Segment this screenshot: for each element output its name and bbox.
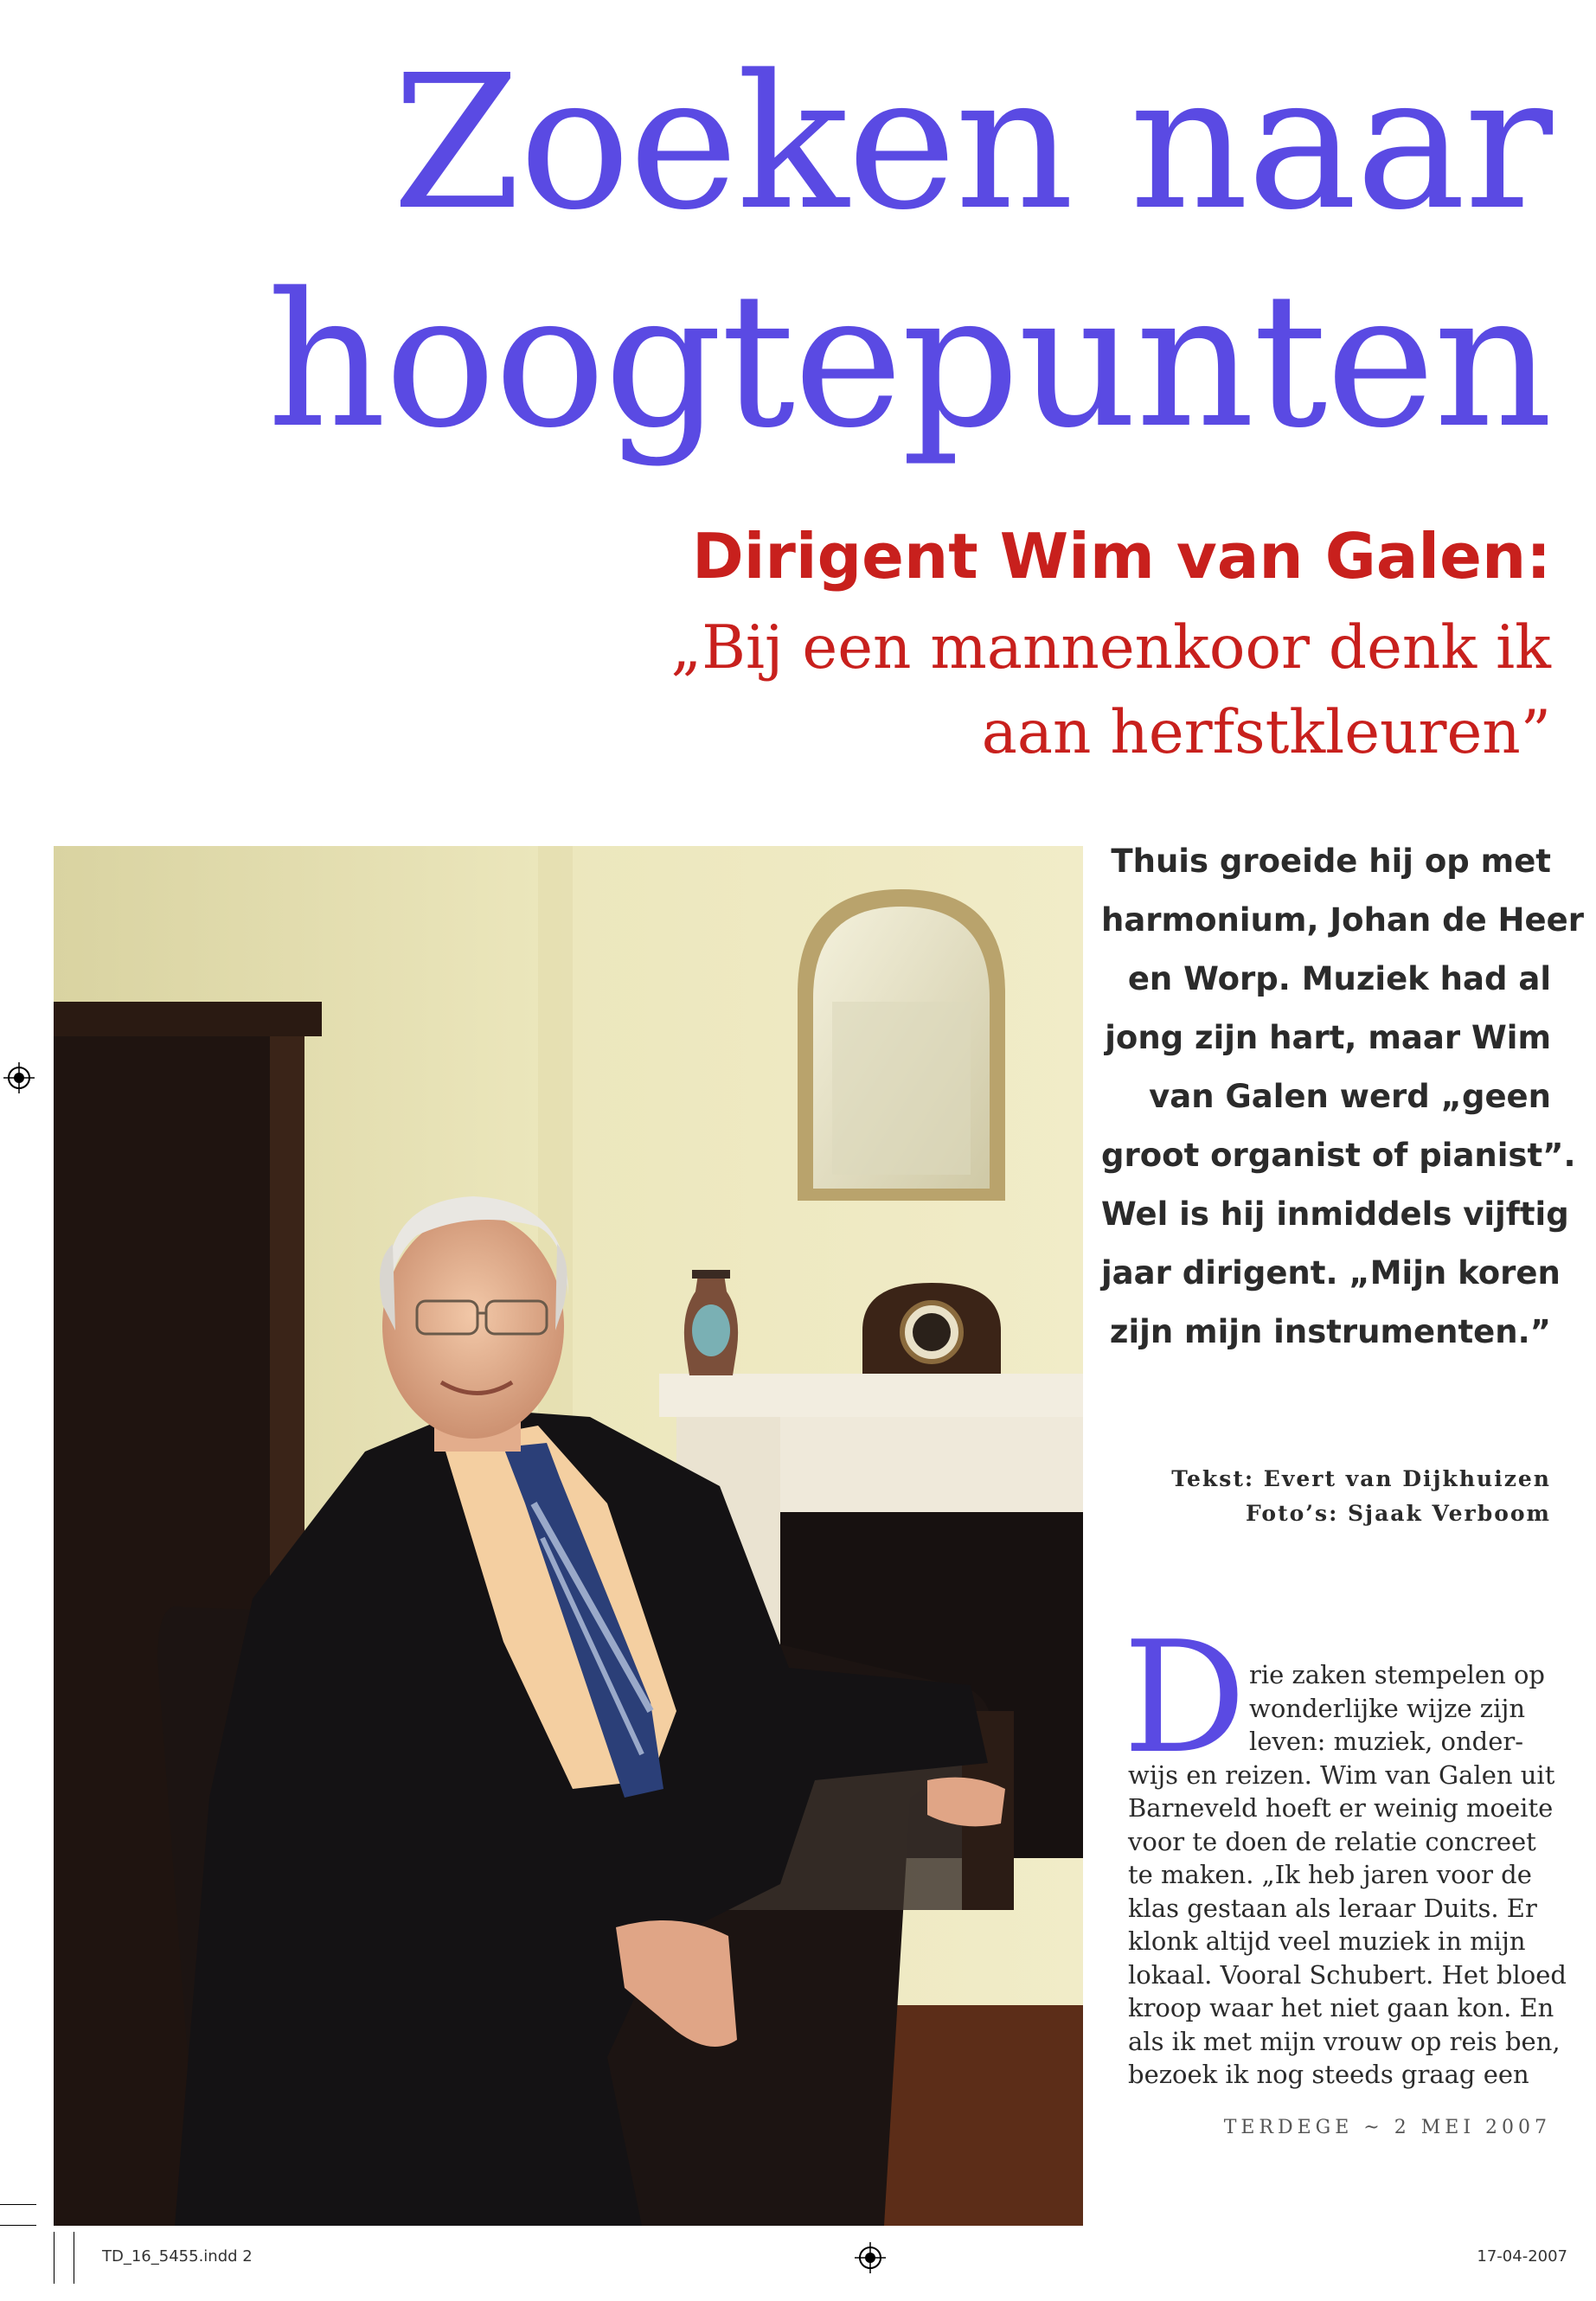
body-line: lokaal. Vooral Schubert. Het bloed <box>1128 1959 1567 1990</box>
intro-line: van Galen werd „geen <box>1149 1078 1551 1115</box>
magazine-footer: TERDEGE ~ 2 MEI 2007 <box>1223 2117 1551 2138</box>
intro-line: Wel is hij inmiddels vijftig <box>1101 1195 1569 1233</box>
crop-mark <box>0 2225 36 2226</box>
headline <box>124 35 1551 471</box>
body-line: voor te doen de relatie concreet <box>1128 1826 1536 1856</box>
credits <box>1171 1462 1551 1531</box>
headline-line-1: Zoeken naar <box>392 35 1551 251</box>
portrait-illustration <box>54 846 1083 2226</box>
intro-line: Thuis groeide hij op met <box>1111 843 1551 880</box>
body-line: klas gestaan als leraar Duits. Er <box>1128 1893 1537 1923</box>
registration-mark-icon <box>3 1062 35 1093</box>
intro-line: harmonium, Johan de Heer <box>1101 901 1584 939</box>
registration-mark-icon <box>855 2242 886 2273</box>
subhead-quote-line-1: „Bij een mannenkoor denk ik <box>670 613 1551 683</box>
body-line: kroop waar het niet gaan kon. En <box>1128 1993 1554 2022</box>
photo-credit: Foto’s: Sjaak Verboom <box>1246 1501 1551 1526</box>
body-line: klonk altijd veel muziek in mijn <box>1128 1926 1526 1956</box>
intro-line: groot organist of pianist”. <box>1101 1137 1576 1174</box>
body-line: te maken. „Ik heb jaren voor de <box>1128 1860 1532 1889</box>
slug-filename: TD_16_5455.indd 2 <box>102 2247 253 2266</box>
body-line: Barneveld hoeft er weinig moeite <box>1128 1793 1554 1823</box>
intro-line: jaar dirigent. „Mijn koren <box>1101 1254 1561 1292</box>
intro-line: jong zijn hart, maar Wim <box>1105 1019 1551 1056</box>
subhead-name: Dirigent Wim van Galen: <box>691 520 1551 593</box>
headline-line-2: hoogtepunten <box>266 253 1551 469</box>
slug-date: 17-04-2007 <box>1477 2247 1567 2266</box>
crop-mark <box>0 2204 36 2205</box>
text-credit: Tekst: Evert van Dijkhuizen <box>1171 1466 1551 1491</box>
drop-cap: D <box>1123 1608 1247 1787</box>
portrait-photo <box>54 846 1083 2226</box>
body-line: rie zaken stempelen op <box>1249 1660 1545 1689</box>
body-line: wijs en reizen. Wim van Galen uit <box>1128 1759 1555 1790</box>
body-paragraph <box>1128 1658 1567 2092</box>
body-line: als ik met mijn vrouw op reis ben, <box>1128 2026 1561 2056</box>
body-line: wonderlijke wijze zijn <box>1249 1693 1526 1723</box>
intro-line: zijn mijn instrumenten.” <box>1109 1313 1551 1350</box>
clock-icon <box>862 1283 1001 1374</box>
subhead-quote <box>426 606 1551 775</box>
body-line: leven: muziek, onder- <box>1249 1727 1524 1756</box>
body-line: bezoek ik nog steeds graag een <box>1128 2060 1529 2089</box>
intro-paragraph <box>1101 832 1584 1362</box>
intro-line: en Worp. Muziek had al <box>1127 960 1551 997</box>
mirror-icon <box>798 889 1005 1201</box>
subhead-quote-line-2: aan herfstkleuren” <box>981 698 1551 767</box>
